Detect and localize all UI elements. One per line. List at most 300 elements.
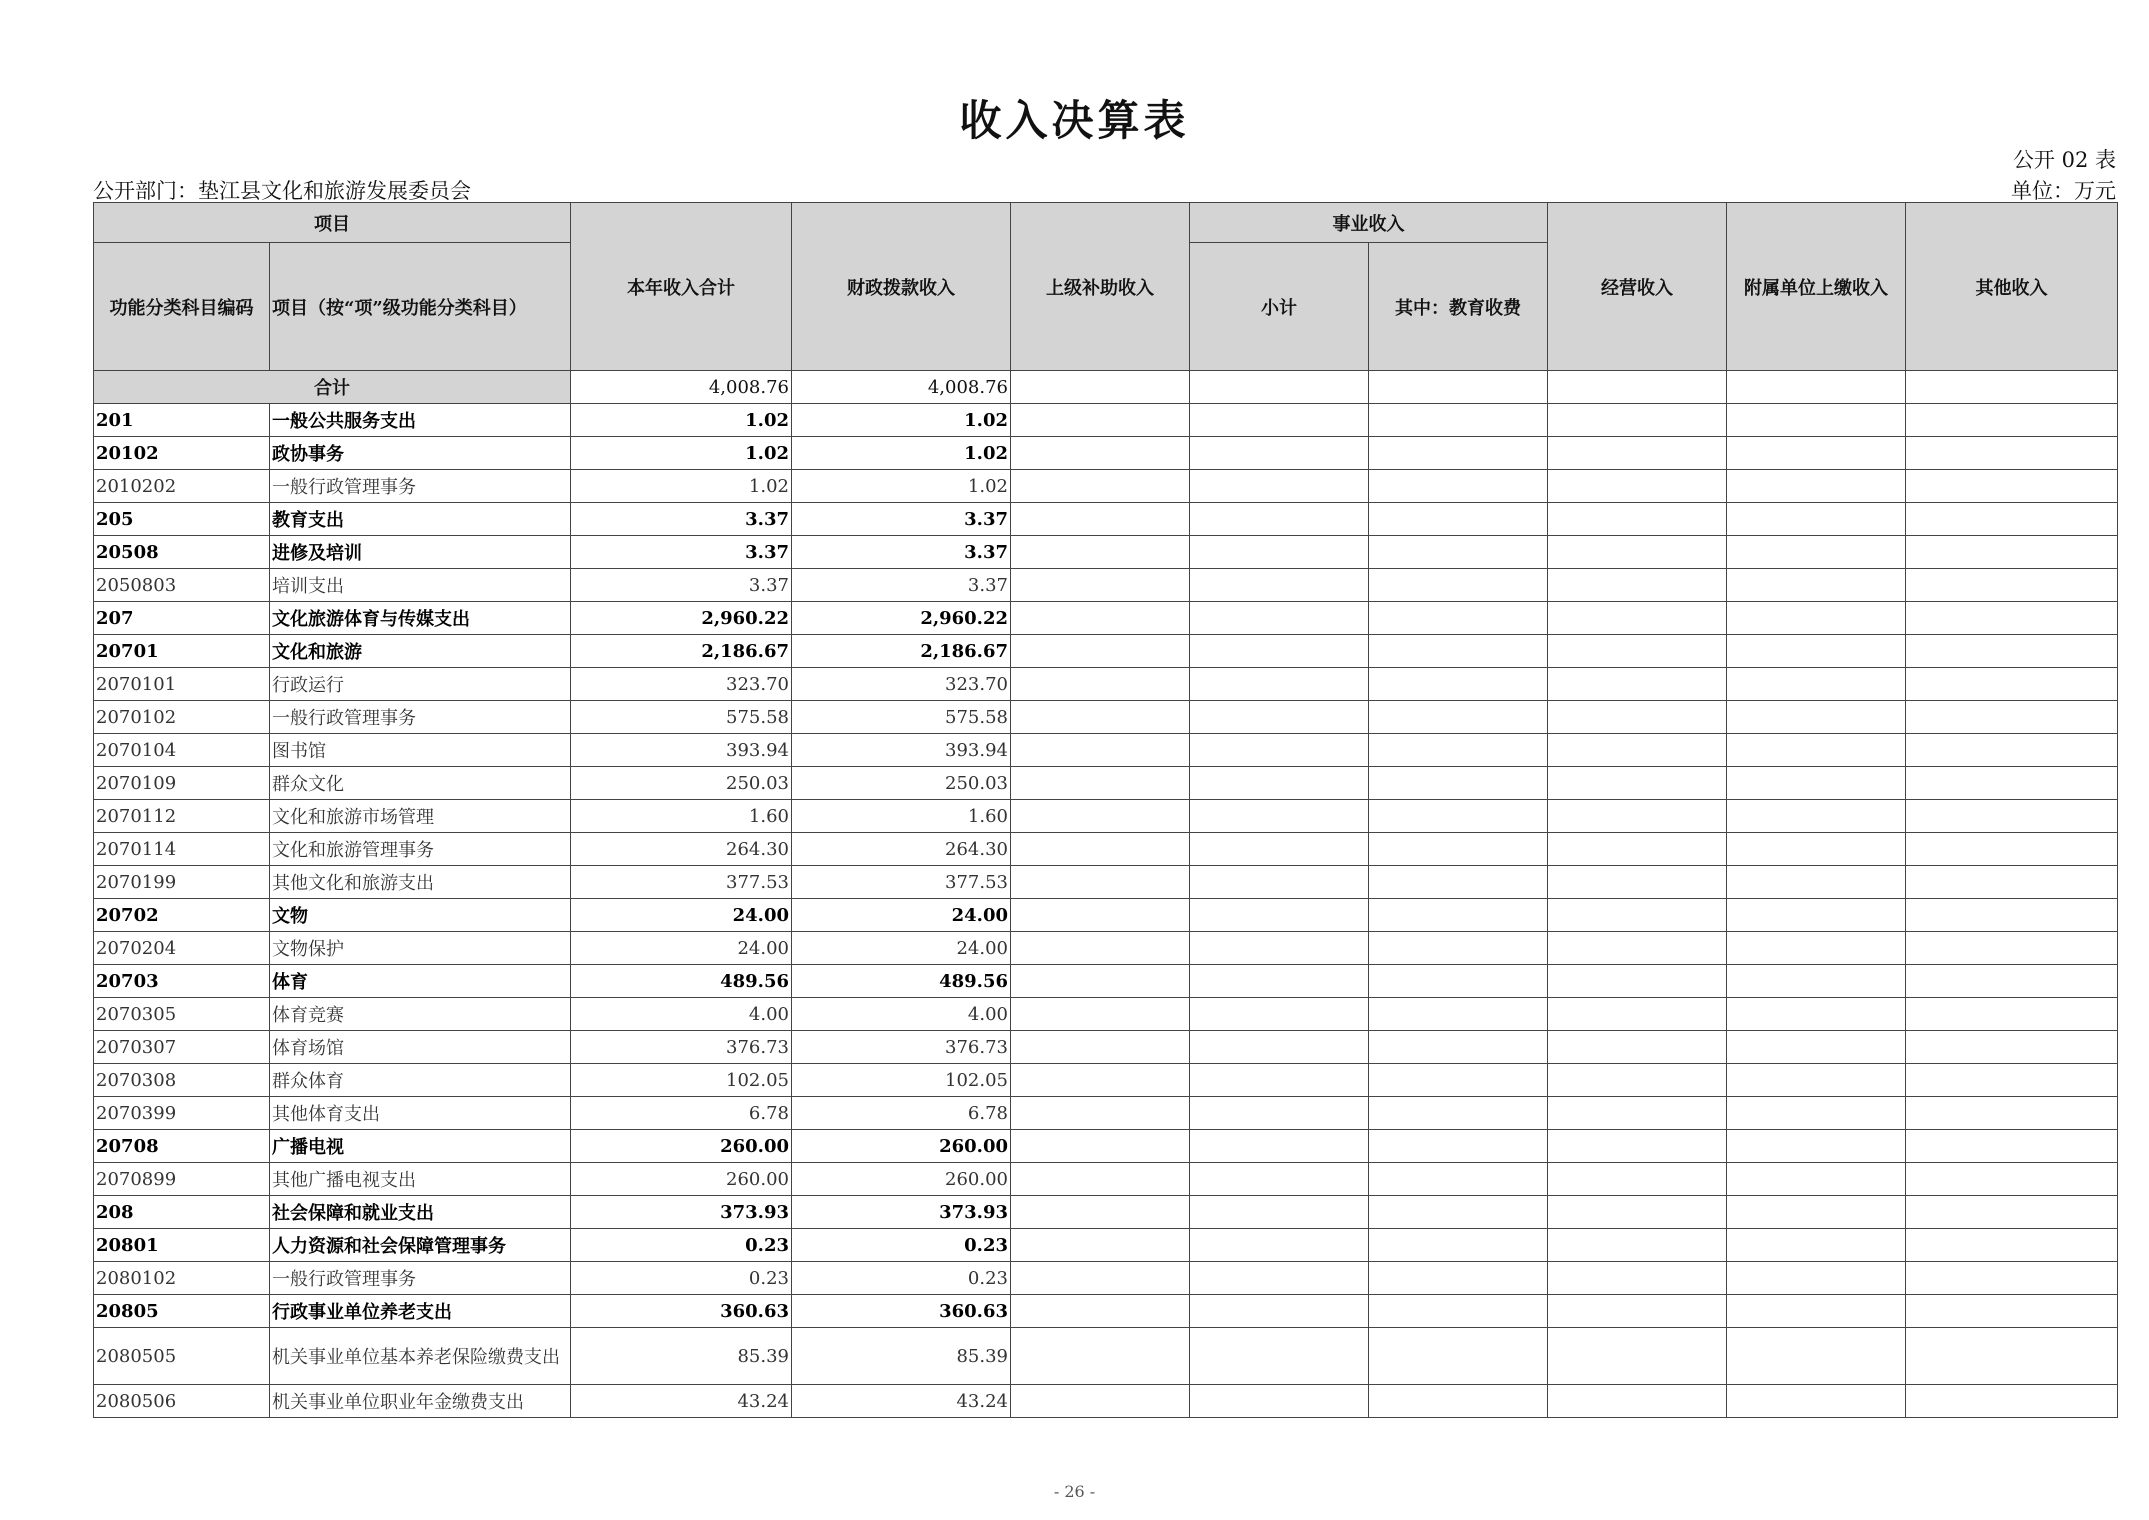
empty-cell (1369, 932, 1548, 965)
total-income-cell: 260.00 (571, 1130, 792, 1163)
table-row (94, 1295, 2118, 1328)
empty-cell (1727, 1163, 1906, 1196)
code-cell: 2080506 (94, 1385, 270, 1418)
empty-cell (1727, 635, 1906, 668)
empty-cell (1190, 1163, 1369, 1196)
code-cell: 2070305 (94, 998, 270, 1031)
name-cell: 文物 (270, 899, 571, 932)
name-cell: 机关事业单位职业年金缴费支出 (270, 1385, 571, 1418)
empty-cell (1011, 932, 1190, 965)
code-cell: 2010202 (94, 470, 270, 503)
table-row (94, 1163, 2118, 1196)
form-number: 公开 02 表 (2012, 148, 2116, 172)
name-cell: 文化旅游体育与传媒支出 (270, 602, 571, 635)
empty-cell (1190, 800, 1369, 833)
empty-cell (1906, 668, 2118, 701)
table-row (94, 1196, 2118, 1229)
empty-cell (1906, 437, 2118, 470)
name-cell: 体育 (270, 965, 571, 998)
empty-cell (1369, 833, 1548, 866)
total-income-cell: 1.02 (571, 470, 792, 503)
empty-cell (1011, 767, 1190, 800)
table-row (94, 767, 2118, 800)
empty-cell (1011, 998, 1190, 1031)
table-row (94, 602, 2118, 635)
total-income-cell: 1.02 (571, 437, 792, 470)
empty-cell (1727, 437, 1906, 470)
empty-cell (1906, 965, 2118, 998)
empty-cell (1369, 668, 1548, 701)
empty-cell (1190, 1262, 1369, 1295)
table-row (94, 470, 2118, 503)
empty-cell (1727, 1031, 1906, 1064)
empty-cell (1727, 503, 1906, 536)
fiscal-cell: 260.00 (792, 1163, 1011, 1196)
header-name: 项目（按“项”级功能分类科目） (270, 243, 571, 371)
empty-cell (1727, 1262, 1906, 1295)
code-cell: 2050803 (94, 569, 270, 602)
empty-cell (1548, 965, 1727, 998)
empty-cell (1548, 470, 1727, 503)
empty-cell (1548, 503, 1727, 536)
empty-cell (1548, 1385, 1727, 1418)
name-cell: 文化和旅游管理事务 (270, 833, 571, 866)
empty-cell (1369, 1385, 1548, 1418)
empty-cell (1190, 701, 1369, 734)
empty-cell (1548, 404, 1727, 437)
empty-cell (1548, 932, 1727, 965)
empty-cell (1548, 668, 1727, 701)
total-income-cell: 376.73 (571, 1031, 792, 1064)
name-cell: 社会保障和就业支出 (270, 1196, 571, 1229)
header-affiliated: 附属单位上缴收入 (1727, 203, 1906, 371)
name-cell: 一般行政管理事务 (270, 1262, 571, 1295)
total-income-cell: 0.23 (571, 1262, 792, 1295)
empty-cell (1369, 998, 1548, 1031)
empty-cell (1190, 1229, 1369, 1262)
unit-label: 单位：万元 (2011, 179, 2116, 203)
empty-cell (1906, 1130, 2118, 1163)
name-cell: 进修及培训 (270, 536, 571, 569)
empty-cell (1548, 866, 1727, 899)
empty-cell (1011, 899, 1190, 932)
fiscal-cell: 3.37 (792, 569, 1011, 602)
empty-cell (1011, 404, 1190, 437)
empty-cell (1727, 470, 1906, 503)
empty-cell (1190, 371, 1369, 404)
empty-cell (1369, 1163, 1548, 1196)
empty-cell (1011, 437, 1190, 470)
total-income-cell: 264.30 (571, 833, 792, 866)
empty-cell (1906, 404, 2118, 437)
empty-cell (1906, 1262, 2118, 1295)
code-cell: 207 (94, 602, 270, 635)
fiscal-cell: 24.00 (792, 899, 1011, 932)
empty-cell (1548, 635, 1727, 668)
code-cell: 20703 (94, 965, 270, 998)
empty-cell (1906, 602, 2118, 635)
empty-cell (1727, 1196, 1906, 1229)
empty-cell (1369, 767, 1548, 800)
table-row (94, 1328, 2118, 1385)
empty-cell (1548, 1229, 1727, 1262)
empty-cell (1727, 932, 1906, 965)
name-cell: 体育竞赛 (270, 998, 571, 1031)
empty-cell (1011, 503, 1190, 536)
empty-cell (1190, 833, 1369, 866)
empty-cell (1011, 668, 1190, 701)
empty-cell (1548, 1196, 1727, 1229)
empty-cell (1727, 404, 1906, 437)
fiscal-cell: 85.39 (792, 1328, 1011, 1385)
empty-cell (1011, 536, 1190, 569)
empty-cell (1011, 602, 1190, 635)
empty-cell (1727, 1064, 1906, 1097)
total-fiscal-value: 4,008.76 (792, 371, 1011, 404)
table-row (94, 668, 2118, 701)
fiscal-cell: 1.02 (792, 404, 1011, 437)
table-row (94, 1097, 2118, 1130)
name-cell: 教育支出 (270, 503, 571, 536)
code-cell: 2080505 (94, 1328, 270, 1385)
empty-cell (1011, 371, 1190, 404)
code-cell: 20708 (94, 1130, 270, 1163)
total-income-cell: 1.02 (571, 404, 792, 437)
fiscal-cell: 43.24 (792, 1385, 1011, 1418)
header-code: 功能分类科目编码 (94, 243, 270, 371)
name-cell: 一般公共服务支出 (270, 404, 571, 437)
fiscal-cell: 24.00 (792, 932, 1011, 965)
empty-cell (1548, 701, 1727, 734)
empty-cell (1906, 800, 2118, 833)
empty-cell (1906, 1031, 2118, 1064)
empty-cell (1548, 371, 1727, 404)
empty-cell (1190, 437, 1369, 470)
table-row (94, 833, 2118, 866)
empty-cell (1548, 998, 1727, 1031)
table-row (94, 998, 2118, 1031)
empty-cell (1369, 503, 1548, 536)
code-cell: 208 (94, 1196, 270, 1229)
total-income-cell: 575.58 (571, 701, 792, 734)
empty-cell (1548, 1163, 1727, 1196)
empty-cell (1369, 404, 1548, 437)
header-operating: 经营收入 (1548, 203, 1727, 371)
fiscal-cell: 393.94 (792, 734, 1011, 767)
total-income-cell: 6.78 (571, 1097, 792, 1130)
empty-cell (1011, 833, 1190, 866)
empty-cell (1548, 767, 1727, 800)
fiscal-cell: 489.56 (792, 965, 1011, 998)
table-row (94, 536, 2118, 569)
fiscal-cell: 360.63 (792, 1295, 1011, 1328)
table-row (94, 1031, 2118, 1064)
empty-cell (1369, 437, 1548, 470)
empty-cell (1190, 470, 1369, 503)
empty-cell (1548, 437, 1727, 470)
empty-cell (1727, 734, 1906, 767)
name-cell: 体育场馆 (270, 1031, 571, 1064)
empty-cell (1369, 899, 1548, 932)
empty-cell (1548, 1097, 1727, 1130)
fiscal-cell: 260.00 (792, 1130, 1011, 1163)
empty-cell (1548, 1031, 1727, 1064)
empty-cell (1369, 1295, 1548, 1328)
fiscal-cell: 1.02 (792, 437, 1011, 470)
code-cell: 2070101 (94, 668, 270, 701)
empty-cell (1011, 470, 1190, 503)
name-cell: 政协事务 (270, 437, 571, 470)
total-income-cell: 3.37 (571, 536, 792, 569)
empty-cell (1727, 1130, 1906, 1163)
empty-cell (1190, 1328, 1369, 1385)
empty-cell (1548, 1064, 1727, 1097)
fiscal-cell: 264.30 (792, 833, 1011, 866)
total-label: 合计 (94, 371, 571, 404)
code-cell: 20102 (94, 437, 270, 470)
empty-cell (1727, 371, 1906, 404)
empty-cell (1548, 602, 1727, 635)
total-income-cell: 1.60 (571, 800, 792, 833)
empty-cell (1011, 800, 1190, 833)
total-income-cell: 377.53 (571, 866, 792, 899)
code-cell: 205 (94, 503, 270, 536)
fiscal-cell: 3.37 (792, 536, 1011, 569)
fiscal-cell: 2,186.67 (792, 635, 1011, 668)
empty-cell (1190, 767, 1369, 800)
name-cell: 其他体育支出 (270, 1097, 571, 1130)
empty-cell (1011, 569, 1190, 602)
empty-cell (1190, 932, 1369, 965)
name-cell: 广播电视 (270, 1130, 571, 1163)
table-row (94, 503, 2118, 536)
empty-cell (1727, 569, 1906, 602)
code-cell: 20805 (94, 1295, 270, 1328)
empty-cell (1727, 668, 1906, 701)
total-income-cell: 43.24 (571, 1385, 792, 1418)
empty-cell (1906, 998, 2118, 1031)
empty-cell (1548, 536, 1727, 569)
empty-cell (1190, 1130, 1369, 1163)
empty-cell (1190, 1064, 1369, 1097)
empty-cell (1727, 701, 1906, 734)
page-number: - 26 - (1053, 1482, 1096, 1501)
name-cell: 人力资源和社会保障管理事务 (270, 1229, 571, 1262)
empty-cell (1369, 1097, 1548, 1130)
empty-cell (1011, 701, 1190, 734)
table-row (94, 569, 2118, 602)
empty-cell (1190, 635, 1369, 668)
table-row (94, 1064, 2118, 1097)
empty-cell (1190, 536, 1369, 569)
table-row (94, 437, 2118, 470)
empty-cell (1548, 1328, 1727, 1385)
total-income-cell: 260.00 (571, 1163, 792, 1196)
empty-cell (1369, 470, 1548, 503)
empty-cell (1727, 899, 1906, 932)
code-cell: 201 (94, 404, 270, 437)
empty-cell (1906, 1328, 2118, 1385)
code-cell: 2070199 (94, 866, 270, 899)
total-income-cell: 323.70 (571, 668, 792, 701)
code-cell: 20702 (94, 899, 270, 932)
empty-cell (1011, 866, 1190, 899)
empty-cell (1369, 1328, 1548, 1385)
total-income-cell: 3.37 (571, 503, 792, 536)
total-income-value: 4,008.76 (571, 371, 792, 404)
empty-cell (1190, 503, 1369, 536)
empty-cell (1906, 1196, 2118, 1229)
total-income-cell: 489.56 (571, 965, 792, 998)
name-cell: 机关事业单位基本养老保险缴费支出 (270, 1328, 571, 1385)
fiscal-cell: 0.23 (792, 1229, 1011, 1262)
empty-cell (1906, 1229, 2118, 1262)
table-row (94, 701, 2118, 734)
empty-cell (1190, 1196, 1369, 1229)
fiscal-cell: 373.93 (792, 1196, 1011, 1229)
empty-cell (1190, 965, 1369, 998)
empty-cell (1906, 899, 2118, 932)
table-row (94, 899, 2118, 932)
empty-cell (1369, 1031, 1548, 1064)
empty-cell (1727, 767, 1906, 800)
name-cell: 群众文化 (270, 767, 571, 800)
total-income-cell: 85.39 (571, 1328, 792, 1385)
name-cell: 行政运行 (270, 668, 571, 701)
table-row (94, 1130, 2118, 1163)
empty-cell (1727, 800, 1906, 833)
table-row (94, 1229, 2118, 1262)
table-row (94, 1385, 2118, 1418)
total-row (94, 371, 2118, 404)
fiscal-cell: 0.23 (792, 1262, 1011, 1295)
total-income-cell: 2,186.67 (571, 635, 792, 668)
empty-cell (1548, 569, 1727, 602)
code-cell: 2070114 (94, 833, 270, 866)
total-income-cell: 373.93 (571, 1196, 792, 1229)
code-cell: 2070307 (94, 1031, 270, 1064)
empty-cell (1906, 1064, 2118, 1097)
empty-cell (1190, 1385, 1369, 1418)
income-table (93, 202, 2118, 1418)
empty-cell (1011, 1196, 1190, 1229)
header-business-group: 事业收入 (1190, 203, 1548, 243)
empty-cell (1011, 1130, 1190, 1163)
empty-cell (1727, 866, 1906, 899)
empty-cell (1906, 701, 2118, 734)
fiscal-cell: 323.70 (792, 668, 1011, 701)
empty-cell (1190, 1295, 1369, 1328)
empty-cell (1906, 1295, 2118, 1328)
table-row (94, 1262, 2118, 1295)
empty-cell (1011, 1262, 1190, 1295)
empty-cell (1011, 1295, 1190, 1328)
empty-cell (1727, 1229, 1906, 1262)
code-cell: 2070109 (94, 767, 270, 800)
empty-cell (1190, 998, 1369, 1031)
empty-cell (1011, 1031, 1190, 1064)
code-cell: 20508 (94, 536, 270, 569)
empty-cell (1906, 1097, 2118, 1130)
empty-cell (1906, 767, 2118, 800)
empty-cell (1906, 371, 2118, 404)
code-cell: 2070899 (94, 1163, 270, 1196)
fiscal-cell: 376.73 (792, 1031, 1011, 1064)
name-cell: 群众体育 (270, 1064, 571, 1097)
empty-cell (1190, 1031, 1369, 1064)
empty-cell (1190, 866, 1369, 899)
total-income-cell: 0.23 (571, 1229, 792, 1262)
empty-cell (1727, 1328, 1906, 1385)
name-cell: 图书馆 (270, 734, 571, 767)
empty-cell (1190, 734, 1369, 767)
name-cell: 一般行政管理事务 (270, 470, 571, 503)
empty-cell (1011, 1229, 1190, 1262)
code-cell: 2080102 (94, 1262, 270, 1295)
fiscal-cell: 575.58 (792, 701, 1011, 734)
header-education-fee: 其中：教育收费 (1369, 243, 1548, 371)
empty-cell (1369, 602, 1548, 635)
code-cell: 20701 (94, 635, 270, 668)
empty-cell (1369, 1064, 1548, 1097)
empty-cell (1548, 899, 1727, 932)
empty-cell (1011, 1163, 1190, 1196)
name-cell: 文物保护 (270, 932, 571, 965)
code-cell: 2070308 (94, 1064, 270, 1097)
code-cell: 2070204 (94, 932, 270, 965)
empty-cell (1906, 932, 2118, 965)
empty-cell (1011, 1097, 1190, 1130)
fiscal-cell: 1.02 (792, 470, 1011, 503)
empty-cell (1906, 470, 2118, 503)
empty-cell (1906, 503, 2118, 536)
empty-cell (1369, 866, 1548, 899)
empty-cell (1369, 1130, 1548, 1163)
empty-cell (1369, 536, 1548, 569)
empty-cell (1548, 1262, 1727, 1295)
empty-cell (1727, 998, 1906, 1031)
total-income-cell: 4.00 (571, 998, 792, 1031)
table-row (94, 635, 2118, 668)
fiscal-cell: 4.00 (792, 998, 1011, 1031)
fiscal-cell: 3.37 (792, 503, 1011, 536)
code-cell: 2070104 (94, 734, 270, 767)
empty-cell (1369, 1229, 1548, 1262)
table-row (94, 734, 2118, 767)
name-cell: 文化和旅游市场管理 (270, 800, 571, 833)
header-subtotal: 小计 (1190, 243, 1369, 371)
empty-cell (1727, 1295, 1906, 1328)
empty-cell (1727, 1097, 1906, 1130)
empty-cell (1011, 734, 1190, 767)
empty-cell (1369, 701, 1548, 734)
empty-cell (1906, 569, 2118, 602)
empty-cell (1727, 965, 1906, 998)
header-item-group: 项目 (94, 203, 571, 243)
empty-cell (1548, 734, 1727, 767)
fiscal-cell: 377.53 (792, 866, 1011, 899)
empty-cell (1011, 635, 1190, 668)
empty-cell (1011, 965, 1190, 998)
empty-cell (1906, 833, 2118, 866)
empty-cell (1369, 635, 1548, 668)
empty-cell (1906, 1385, 2118, 1418)
department-label: 公开部门：垫江县文化和旅游发展委员会 (93, 179, 471, 203)
empty-cell (1906, 536, 2118, 569)
table-row (94, 965, 2118, 998)
empty-cell (1011, 1328, 1190, 1385)
total-income-cell: 24.00 (571, 932, 792, 965)
